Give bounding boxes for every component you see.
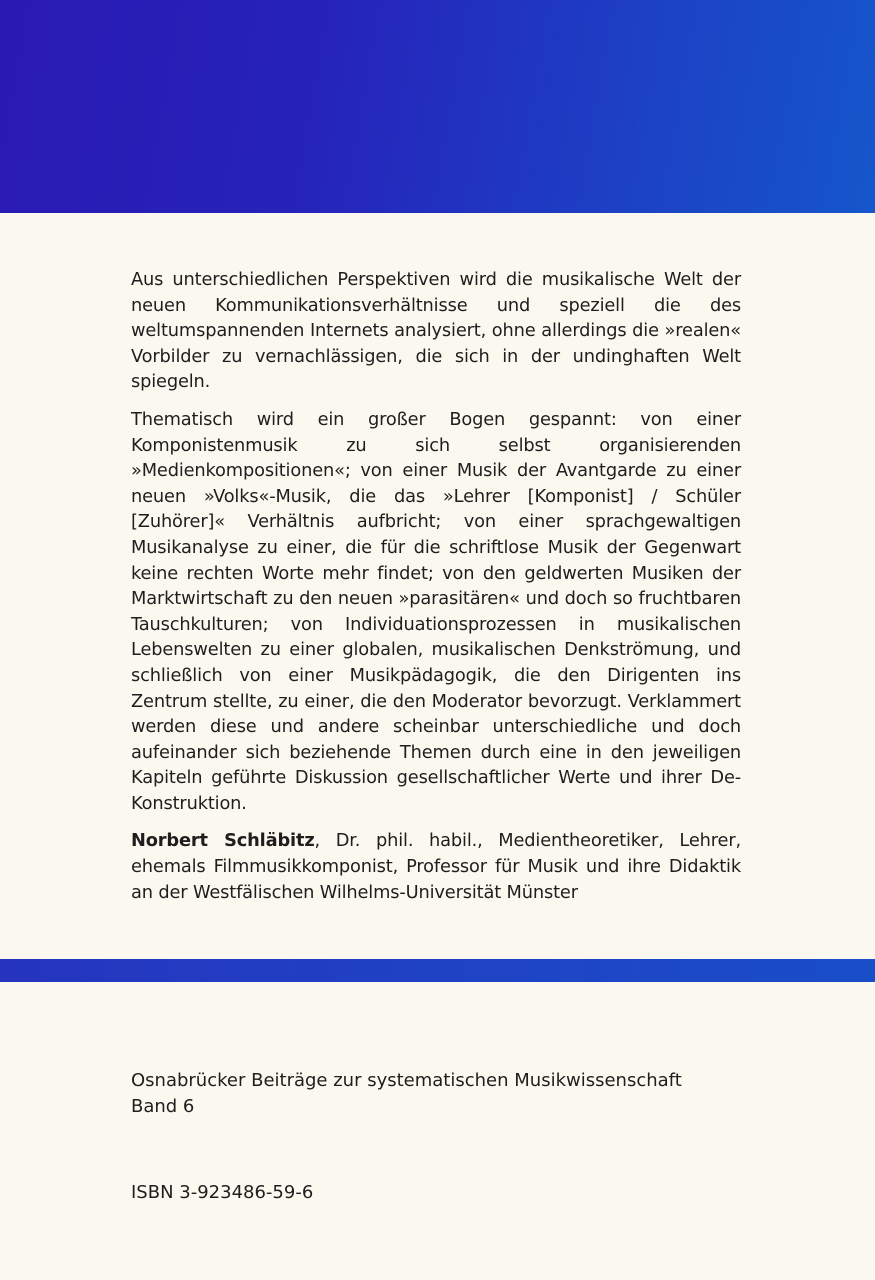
blurb-paragraph-1: Aus unterschiedlichen Perspektiven wird die musikalische Welt der neuen Kommunikationsverhältnisse und speziell die des weltumspannenden Internets analysiert, ohne allerdings die »realen« Vorbilder zu vernachlässigen, die sich in der undinghaften Welt spiegeln.	[131, 269, 741, 393]
author-name: Norbert Schläbitz	[131, 830, 315, 852]
series-title: Osnabrücker Beiträge zur systematischen Musikwissenschaft	[131, 1070, 682, 1091]
author-bio-text: , Dr. phil. habil., Medientheoretiker, Lehrer, ehemals Filmmusikkomponist, Professor für Musik und ihre Didaktik an der Westfälischen Wilhelms-Universität Münster	[131, 830, 741, 903]
series-info	[131, 1068, 682, 1120]
blurb-paragraph-2: Thematisch wird ein großer Bogen gespannt: von einer Komponistenmusik zu sich selbst organisierenden »Medienkompositionen«; von einer Musik der Avantgarde zu einer neuen »Volks«-Musik, die das »Lehrer [Komponist] / Schüler [Zuhörer]« Verhältnis aufbricht; von einer sprachgewaltigen Musikanalyse zu einer, die für die schriftlose Musik der Gegenwart keine rechten Worte mehr findet; von den geldwerten Musiken der Marktwirtschaft zu den neuen »parasitären« und doch so fruchtbaren Tauschkulturen; von Individuationsprozessen in musikalischen Lebenswelten zu einer globalen, musikalischen Denkströmung, und schließlich von einer Musikpädagogik, die den Dirigenten ins Zentrum stellte, zu einer, die den Moderator bevorzugt. Verklammert werden diese und andere scheinbar unterschiedliche und doch aufeinander sich beziehende Themen durch eine in den jeweiligen Kapiteln geführte Diskussion gesellschaftlicher Werte und ihrer De-Konstruktion.	[131, 408, 741, 814]
series-volume: Band 6	[131, 1096, 195, 1117]
author-bio	[131, 828, 741, 905]
back-cover-blurb	[131, 267, 741, 905]
middle-color-band	[0, 959, 875, 982]
isbn-number: ISBN 3-923486-59-6	[131, 1182, 314, 1203]
top-color-band	[0, 0, 875, 213]
